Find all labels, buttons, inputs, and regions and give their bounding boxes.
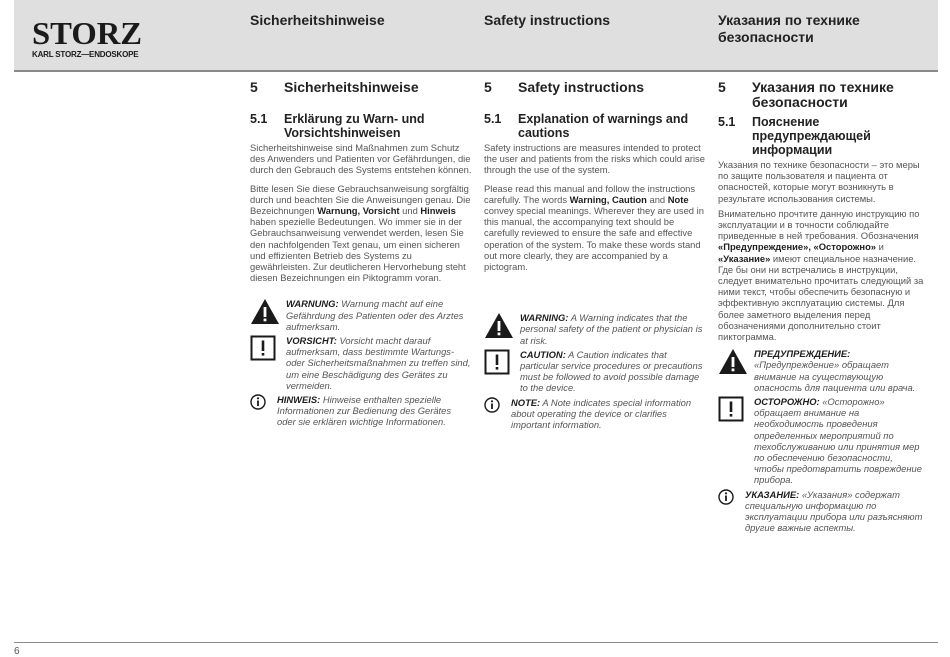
- header-divider: [14, 70, 938, 72]
- english-column: [484, 80, 706, 433]
- note-text: NOTE: A Note indicates special information about operating the device or clarifies important information.: [511, 396, 692, 431]
- footer-divider: [14, 642, 938, 643]
- section-number: 5: [718, 79, 726, 95]
- section-heading: [250, 80, 472, 95]
- caution-exclamation-icon: [250, 335, 286, 391]
- caution-exclamation-icon: [484, 349, 520, 394]
- warning-text: WARNUNG: Warnung macht auf eine Gefährdung des Patienten oder des Arztes aufmerksam.: [286, 298, 464, 332]
- warning-triangle-icon: [718, 348, 754, 393]
- info-icon: [250, 394, 277, 428]
- note-notice: [484, 397, 706, 431]
- page-number: 6: [14, 646, 20, 657]
- section-number: 5: [484, 79, 492, 95]
- intro-paragraph: Sicherheitshinweise sind Maßnahmen zum Schutz des Anwenders und Patienten vor Gefährdungen, die durch den Gebrauch des Systems entstehen können.: [250, 142, 472, 176]
- logo-subtitle: KARL STORZ—ENDOSKOPE: [32, 50, 139, 59]
- subsection-number: 5.1: [484, 112, 502, 126]
- caution-notice: [484, 349, 706, 394]
- subsection-heading: [718, 115, 924, 157]
- instructions-paragraph: Внимательно прочтите данную инструкцию по эксплуатации и в точности соблюдайте приведенные в ней требования. Обозначения «Предупреждение», «Осторожно» и «Указание» имеют специальное назначение. Где бы они ни встречались в инструкции, следует внимательно прочитать следующий за ними текст, чтобы обеспечить безопасную и эффективную эксплуатацию системы. Для более заметного выделения перед обозначениями дополнительно стоит пиктограмма.: [718, 207, 924, 343]
- section-heading: [718, 80, 924, 110]
- section-title: Safety instructions: [518, 79, 645, 95]
- subsection-number: 5.1: [250, 112, 268, 126]
- german-column: [250, 80, 472, 431]
- section-title: Указания по технике безопасности: [752, 79, 894, 110]
- caution-notice: [250, 335, 472, 391]
- caution-text: ОСТОРОЖНО: «Осторожно» обращает внимание на необходимость проведения определенных мероприятий по техобслуживанию или принятия мер по обеспечению безопасности, чтобы предотвратить повреждение прибора.: [754, 396, 922, 486]
- caution-exclamation-icon: [718, 396, 754, 486]
- caution-text: VORSICHT: Vorsicht macht darauf aufmerksam, dass bestimmte Wartungs- oder Sicherheitsmaßnahmen zu treffen sind, um eine Beschädigung des Gerätes zu vermeiden.: [286, 335, 471, 391]
- subsection-heading: [484, 112, 706, 140]
- section-title: Sicherheitshinweise: [284, 79, 419, 95]
- column-heading-english: Safety instructions: [484, 12, 611, 28]
- subsection-heading: [250, 112, 472, 140]
- warning-triangle-icon: [250, 298, 286, 332]
- subsection-title: Пояснение предупреждающей информации: [752, 115, 871, 157]
- warning-text: ПРЕДУПРЕЖДЕНИЕ: «Предупреждение» обращает внимание на существующую опасность для пациента или врача.: [754, 348, 916, 393]
- subsection-title: Erklärung zu Warn- und Vorsichtshinweisen: [284, 112, 425, 140]
- intro-paragraph: Указания по технике безопасности – это меры по защите пользователя и пациента от опасностей, которые могут возникнуть в результате использования системы.: [718, 159, 920, 204]
- column-heading-russian: Указания по технике безопасности: [718, 12, 860, 45]
- warning-text: WARNING: A Warning indicates that the personal safety of the patient or physician is at risk.: [520, 312, 703, 346]
- warning-triangle-icon: [484, 312, 520, 346]
- warning-notice: [250, 298, 472, 332]
- caution-text: CAUTION: A Caution indicates that particular service procedures or precautions must be followed to avoid possible damage to the device.: [520, 348, 703, 394]
- info-icon: [484, 397, 511, 431]
- note-notice: [250, 394, 472, 428]
- caution-notice: [718, 396, 924, 486]
- info-icon: [718, 489, 745, 534]
- subsection-number: 5.1: [718, 115, 736, 129]
- warning-notice: [484, 312, 706, 346]
- warning-notice: [718, 348, 924, 393]
- subsection-title: Explanation of warnings and cautions: [518, 112, 689, 140]
- instructions-paragraph: Please read this manual and follow the instructions carefully. The words Warning, Caution and Note convey special meanings. Wherever they are used in this manual, the accompanying text should be carefully reviewed to ensure the safe and effective operation of the system. To make these words stand out more clearly, they are accompanied by a pictogram.: [484, 182, 704, 273]
- column-heading-german: Sicherheitshinweise: [250, 12, 385, 28]
- note-text: HINWEIS: Hinweise enthalten spezielle Informationen zur Bedienung des Gerätes oder sie erklären wichtige Informationen.: [277, 394, 452, 428]
- instructions-paragraph: Bitte lesen Sie diese Gebrauchsanweisung sorgfältig durch und beachten Sie die Anweisungen genau. Die Bezeichnungen Warnung, Vorsicht und Hinweis haben spezielle Bedeutungen. Wo immer sie in der Gebrauchsanweisung verwendet werden, lesen Sie den nachfolgenden Text genau, um einen sicheren und effizienten Betrieb des Systems zu gewährleisten. Zur deutlicheren Hervorhebung steht diesen Bezeichnungen ein Piktogramm voran.: [250, 182, 471, 284]
- russian-column: [718, 80, 924, 537]
- logo-wordmark: STORZ: [32, 15, 143, 51]
- section-number: 5: [250, 79, 258, 95]
- note-notice: [718, 489, 924, 534]
- storz-logo: [32, 15, 152, 59]
- note-text: УКАЗАНИЕ: «Указания» содержат специальную информацию по эксплуатации прибора или разъясняют другие важные аспекты.: [745, 488, 923, 534]
- intro-paragraph: Safety instructions are measures intended to protect the user and patients from the risks which could arise through the use of the system.: [484, 142, 705, 176]
- section-heading: [484, 80, 706, 95]
